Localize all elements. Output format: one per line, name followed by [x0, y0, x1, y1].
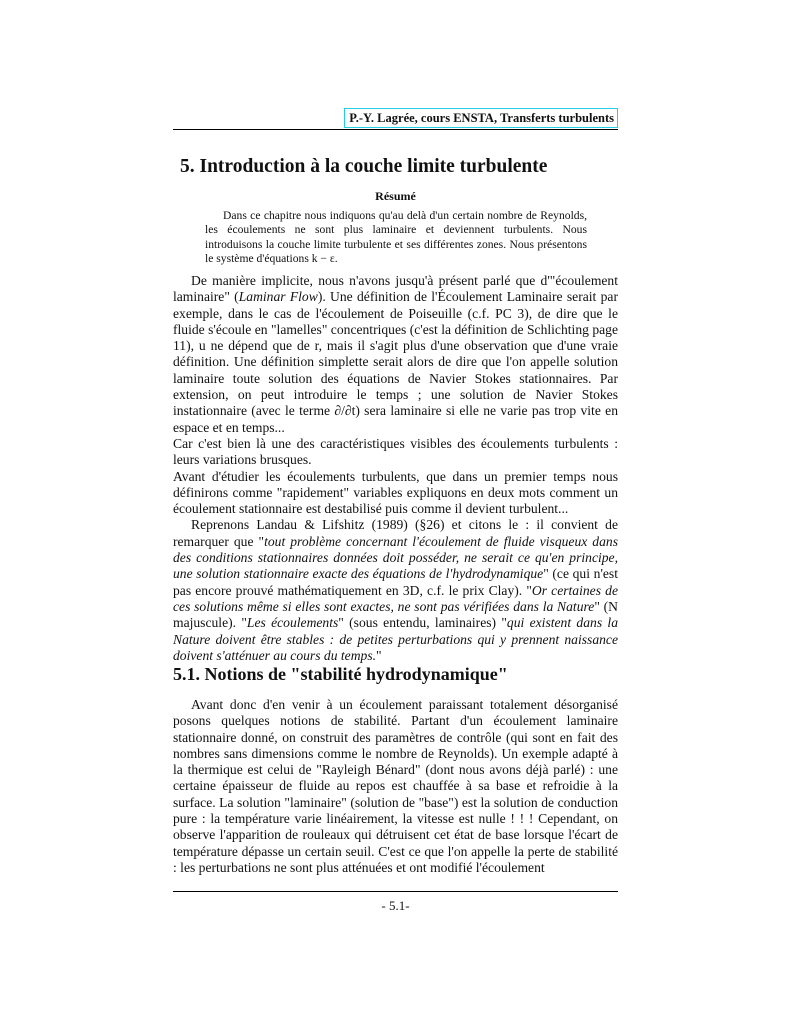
paragraph-4-part-g: " (sous entendu, laminaires) ": [338, 615, 507, 631]
quote-2: Or certaines de ces solutions même si elles sont exactes, ne sont pas vérifiées dans la Nature: [173, 582, 618, 614]
page-number: - 5.1-: [381, 898, 410, 913]
paragraph-4-part-c: " (ce qui n'est pas encore prouvé mathématiquement en 3D, c.f. le prix Clay). ": [173, 566, 618, 598]
abstract-title: Résumé: [375, 189, 416, 203]
paragraph-4-part-e: " (N majuscule). ": [173, 598, 618, 631]
quote-1: tout problème concernant l'écoulement de fluide visqueux dans des conditions stationnaires données doit posséder, ne serait ce qu'en principe, une solution stationnaire exacte des équations de l'hydrodynamique: [173, 533, 618, 582]
footer-rule: [173, 891, 618, 892]
section-paragraph-1: Avant donc d'en venir à un écoulement paraissant totalement désorganisé posons quelques notions de stabilité. Partant d'un écoulement laminaire stationnaire donné, on construit des paramètres de contrôle (qui sont en fait des nombres sans dimensions comme le nombre de Reynolds). Un exemple adapté à la thermique est celui de "Rayleigh Bénard" (dont nous avons déjà parlé) : une certaine épaisseur de fluide au repos est chauffée à sa base et refroidie à la surface. La solution "laminaire" (solution de "base") est la solution de conduction pure : la température varie linéairement, la vitesse est nulle ! ! ! Cependant, on observe l'apparition de rouleaux qui détruisent cet état de base lorsque l'écart de température dépasse un certain seuil. C'est ce que l'on appelle la perte de stabilité : les perturbations ne sont plus atténuées et ont modifié l'écoulement: [173, 697, 618, 875]
paragraph-4-part-a: Reprenons Landau & Lifshitz (1989) (§26) et citons le : il convient de remarquer que ": [173, 517, 618, 549]
section-title: 5.1. Notions de "stabilité hydrodynamique": [173, 664, 508, 684]
quote-3: Les écoulements: [246, 615, 339, 631]
chapter-title: 5. Introduction à la couche limite turbulente: [180, 156, 548, 177]
abstract-text: Dans ce chapitre nous indiquons qu'au delà d'un certain nombre de Reynolds, les écoulements ne sont plus laminaire et deviennent turbulents. Nous introduisons la couche limite turbulente et ses différentes zones. Nous présentons le système d'équations k − ε.: [205, 209, 587, 266]
header-rule: [173, 129, 618, 130]
paragraph-1: [173, 273, 618, 436]
chapter-body: [173, 273, 618, 664]
paragraph-2: Car c'est bien là une des caractéristiques visibles des écoulements turbulents : leurs variations brusques.: [173, 435, 618, 468]
section-body: [173, 697, 618, 876]
running-title-link[interactable]: P.-Y. Lagrée, cours ENSTA, Transferts turbulents: [344, 108, 618, 128]
paragraph-4-part-i: ": [376, 647, 382, 663]
quote-4: qui existent dans la Nature doivent être stables : de petites perturbations qui y prennent naissance doivent s'atténuer au cours du temps.: [173, 615, 618, 663]
paragraph-1-term: Laminar Flow: [238, 289, 318, 305]
running-header: [173, 108, 618, 130]
paragraph-1-part-c: ). Une définition de l'Écoulement Laminaire serait par exemple, dans le cas de l'écoulement de Poiseuille (c.f. PC 3), de dire que le fluide s'écoule en "lamelles" concentriques (c'est la définition de Schlichting page 11), u ne dépend que de r, mais il s'agit plus d'une observation que d'une vraie définition. Une définition simplette serait alors de dire que l'on appelle solution laminaire toute solution des équations de Navier Stokes stationnaires. Par extension, on peut introduire le temps ; une solution de Navier Stokes instationnaire (avec le terme ∂/∂t) sera laminaire si elle ne varie pas trop vite en espace et en temps...: [173, 289, 618, 435]
paragraph-1-part-a: De manière implicite, nous n'avons jusqu'à présent parlé que d'"écoulement laminaire" (: [173, 273, 618, 305]
paragraph-4: [173, 517, 618, 664]
paragraph-3: Avant d'étudier les écoulements turbulents, que dans un premier temps nous définirons comme "rapidement" variables expliquons en deux mots comment un écoulement stationnaire est destabilisé puis comme il devient turbulent...: [173, 468, 618, 517]
abstract: [205, 209, 587, 267]
